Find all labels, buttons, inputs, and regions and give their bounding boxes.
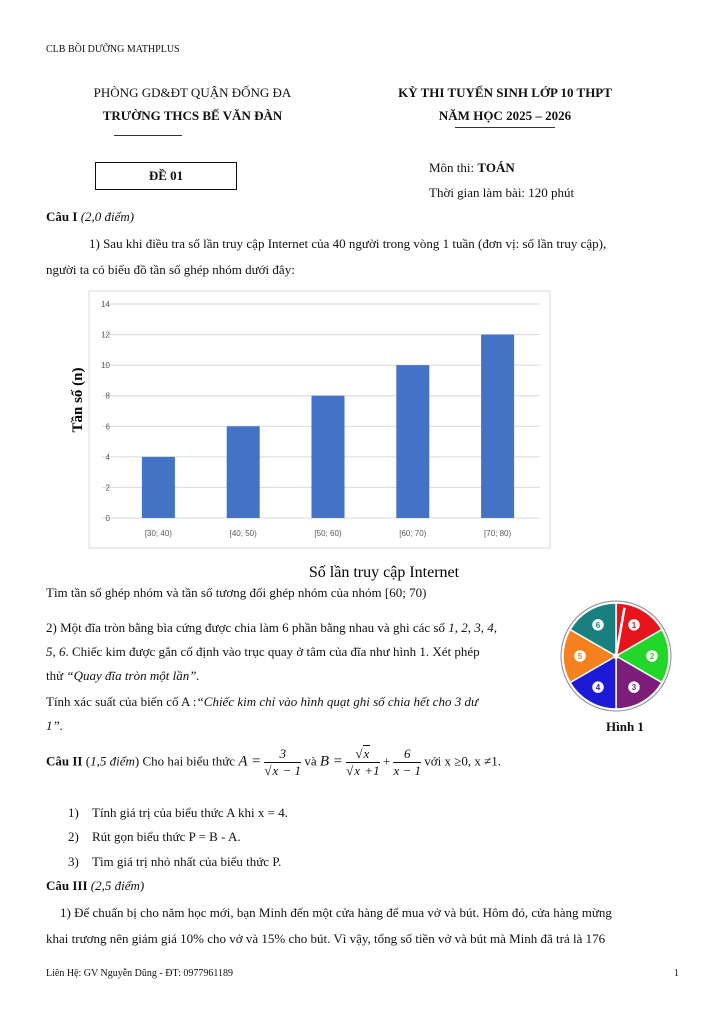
- bar-3: [312, 396, 345, 518]
- y-tick-label: 10: [101, 361, 110, 371]
- expr-b-term1-den-rest: +1: [361, 763, 380, 778]
- q2-item-3-num: 3): [68, 854, 79, 869]
- exam-title: KỲ THI TUYỂN SINH LỚP 10 THPT: [398, 85, 612, 100]
- wheel-number: 2: [649, 652, 655, 661]
- q2-and: và: [304, 753, 317, 769]
- q1-part2-line3: [46, 668, 200, 684]
- wheel-number: 4: [595, 683, 601, 693]
- q1-part2-line5: 1”.: [46, 718, 63, 733]
- x-tick-label: [30; 40): [144, 529, 172, 538]
- q2-title: Câu II: [46, 753, 83, 769]
- q1-part2-nums: 1, 2, 3, 4,: [448, 620, 497, 635]
- q2-item-2-text: Rút gọn biểu thức P = B - A.: [92, 829, 241, 844]
- q1-part2-text4: Tính xác suất của biến cố A :: [46, 694, 197, 709]
- q2-item-1-num: 1): [68, 805, 79, 820]
- y-tick-label: 4: [105, 452, 110, 462]
- expr-b-lhs: B =: [319, 753, 343, 770]
- expr-a-numerator: 3: [264, 746, 301, 763]
- q1-title: Câu I: [46, 209, 78, 224]
- expr-b-term1-den-radicand: x: [354, 763, 361, 778]
- q1-heading: [46, 209, 134, 225]
- bar-5: [481, 335, 514, 518]
- expr-b-plus: +: [382, 753, 391, 769]
- wheel-number: 1: [631, 620, 637, 630]
- q1-part2-text1: 2) Một đĩa tròn bằng bìa cứng được chia làm 6 phần bằng nhau và ghi các số: [46, 620, 449, 635]
- q1-part2-line4: [46, 694, 551, 710]
- year-underline: [455, 127, 555, 128]
- expr-b-term2: [393, 746, 421, 779]
- q2-item-1-text: Tính giá trị của biểu thức A khi x = 4.: [92, 805, 288, 820]
- wheel-number: 6: [595, 620, 601, 630]
- subject-name: TOÁN: [477, 160, 515, 175]
- bar-2: [227, 426, 260, 518]
- expr-b-term1-num-radicand: x: [363, 746, 370, 761]
- y-tick-label: 14: [101, 300, 110, 309]
- wheel-number: 3: [631, 683, 637, 693]
- q2-heading: Câu II (1,5 điểm) Cho hai biểu thức A = $\frac{3}{√x - 1}$ và B = $\frac{√x}{√x +1}$ + $\frac{6}{x - 1}$ với x ≥0, x ≠1.: [46, 746, 501, 778]
- school-underline: [114, 135, 182, 136]
- expr-b-term1: [346, 746, 379, 779]
- expr-a-denominator: √x − 1: [264, 763, 302, 778]
- expr-a-den-rest: − 1: [279, 763, 302, 778]
- chart-ylabel: Tần số (n): [70, 367, 86, 433]
- subject-label: Môn thi:: [429, 160, 475, 175]
- q2-item-3-text: Tìm giá trị nhỏ nhất của biểu thức P.: [92, 854, 282, 869]
- q2-item-1: [68, 805, 288, 821]
- q2-item-2-num: 2): [68, 829, 79, 844]
- figure-label: Hình 1: [606, 719, 644, 734]
- y-tick-label: 12: [101, 330, 110, 340]
- q3-line1: 1) Để chuẩn bị cho năm học mới, bạn Minh đến một cửa hàng để mua vở và bút. Hôm đó, cửa hàng mừng: [60, 905, 612, 920]
- school-year: NĂM HỌC 2025 – 2026: [438, 108, 572, 123]
- department-name: PHÒNG GD&ĐT QUẬN ĐỐNG ĐA: [93, 85, 292, 100]
- x-tick-label: [50; 60): [314, 529, 342, 538]
- q1-part2-line2: [46, 644, 480, 660]
- spinner-hub: [613, 653, 619, 659]
- x-tick-label: [60; 70): [399, 529, 427, 538]
- wheel-number: 5: [577, 652, 583, 661]
- bar-1: [142, 457, 175, 518]
- x-tick-label: [70; 80): [484, 529, 512, 538]
- expr-b-term1-denominator: √x +1: [346, 763, 380, 778]
- page-number: 1: [674, 968, 679, 979]
- frequency-bar-chart: [60, 290, 560, 582]
- exam-code-box: ĐỀ 01: [95, 162, 237, 190]
- y-tick-label: 2: [105, 483, 110, 493]
- q1-part1-line2: người ta có biểu đồ tần số ghép nhóm dưới đây:: [46, 262, 295, 277]
- q1-part1-question: Tìm tần số ghép nhóm và tần số tương đối ghép nhóm của nhóm [60; 70): [46, 585, 427, 600]
- q1-part2-nums2: 5, 6: [46, 644, 66, 659]
- q2-condition: với x ≥0, x ≠1.: [424, 753, 501, 769]
- q3-title: Câu III: [46, 878, 88, 893]
- spinner-wheel: [558, 598, 674, 714]
- y-tick-label: 8: [105, 391, 110, 401]
- expr-a-lhs: A =: [238, 753, 262, 770]
- q1-part2-trial: “Quay đĩa tròn một lần”.: [66, 668, 200, 683]
- expr-b-term2-numerator: 6: [393, 746, 421, 763]
- expr-a-radicand: x: [272, 763, 279, 778]
- q1-part2-line1: [46, 620, 497, 636]
- bar-4: [396, 365, 429, 518]
- expr-b-term1-numerator: √x: [346, 746, 379, 763]
- q3-heading: [46, 878, 144, 894]
- footer-contact: Liên Hệ: GV Nguyễn Dũng - ĐT: 0977961189: [46, 968, 233, 979]
- y-tick-label: 0: [105, 514, 110, 523]
- q2-item-3: [68, 854, 281, 870]
- q3-line2: khai trương nên giảm giá 10% cho vở và 15% cho bút. Vì vậy, tổng số tiền vở và bút mà Minh đã trả là 176: [46, 931, 606, 946]
- q1-part2-text2: . Chiếc kim được gắn cố định vào trục quay ở tâm của đĩa như hình 1. Xét phép: [65, 644, 480, 659]
- q2-points: 1,5 điểm: [90, 753, 135, 769]
- q2-intro: Cho hai biểu thức: [142, 753, 236, 769]
- school-name: TRƯỜNG THCS BẾ VĂN ĐÀN: [102, 108, 283, 123]
- expr-b-term2-denominator: x − 1: [393, 763, 421, 778]
- chart-xlabel: Số lần truy cập Internet: [308, 564, 460, 581]
- q3-points: (2,5 điểm): [90, 878, 145, 893]
- club-header: CLB BỒI DƯỠNG MATHPLUS: [46, 44, 180, 55]
- q2-item-2: [68, 829, 241, 845]
- expr-a-fraction: [264, 746, 301, 779]
- q1-points: (2,0 điểm): [80, 209, 135, 224]
- subject-line: [429, 160, 515, 176]
- q1-part2-text3: thử: [46, 668, 67, 683]
- q1-part1-line1: 1) Sau khi điều tra số lần truy cập Internet của 40 người trong vòng 1 tuần (đơn vị: số lần truy cập),: [89, 236, 607, 251]
- exam-duration: Thời gian làm bài: 120 phút: [429, 185, 575, 200]
- y-tick-label: 6: [105, 422, 110, 432]
- x-tick-label: [40; 50): [229, 529, 257, 538]
- q1-part2-event: “Chiếc kim chỉ vào hình quạt ghi số chia hết cho 3 dư: [196, 694, 479, 709]
